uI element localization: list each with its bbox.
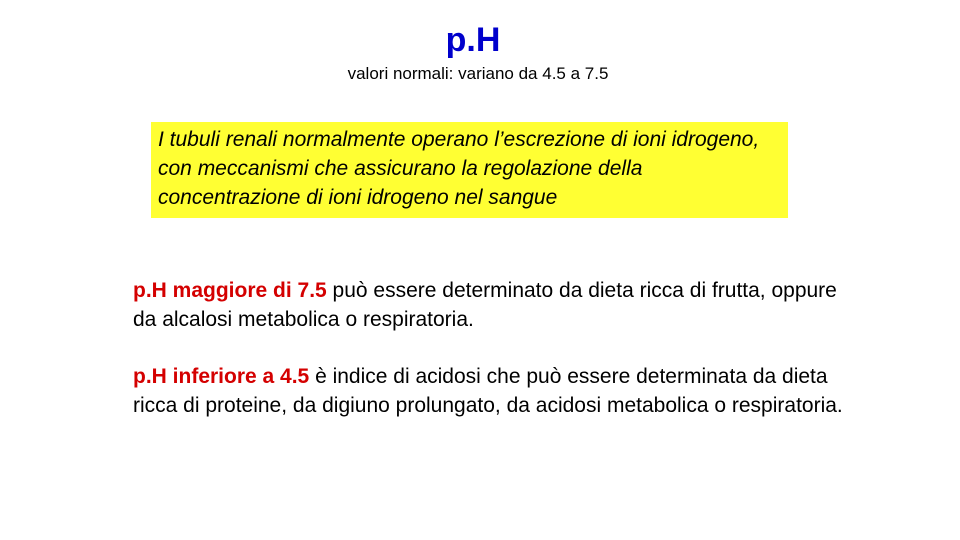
slide-subtitle: valori normali: variano da 4.5 a 7.5: [347, 64, 609, 83]
emphasis-low-ph: p.H inferiore a 4.5: [133, 365, 310, 388]
paragraph-high-ph: [133, 276, 853, 334]
emphasis-high-ph: p.H maggiore di 7.5: [133, 279, 327, 302]
highlight-text: I tubuli renali normalmente operano l’escrezione di ioni idrogeno, con meccanismi che assicurano la regolazione della concentrazione di ioni idrogeno nel sangue: [158, 128, 760, 209]
slide-title: p.H: [445, 21, 501, 59]
paragraph-low-ph-text: è indice di acidosi che può essere determinata da dieta ricca di proteine, da digiuno prolungato, da acidosi metabolica o respiratoria.: [133, 365, 843, 417]
paragraph-low-ph: [133, 362, 853, 420]
paragraph-high-ph-text: può essere determinato da dieta ricca di frutta, oppure da alcalosi metabolica o respiratoria.: [133, 279, 837, 331]
highlight-box: [151, 122, 788, 218]
